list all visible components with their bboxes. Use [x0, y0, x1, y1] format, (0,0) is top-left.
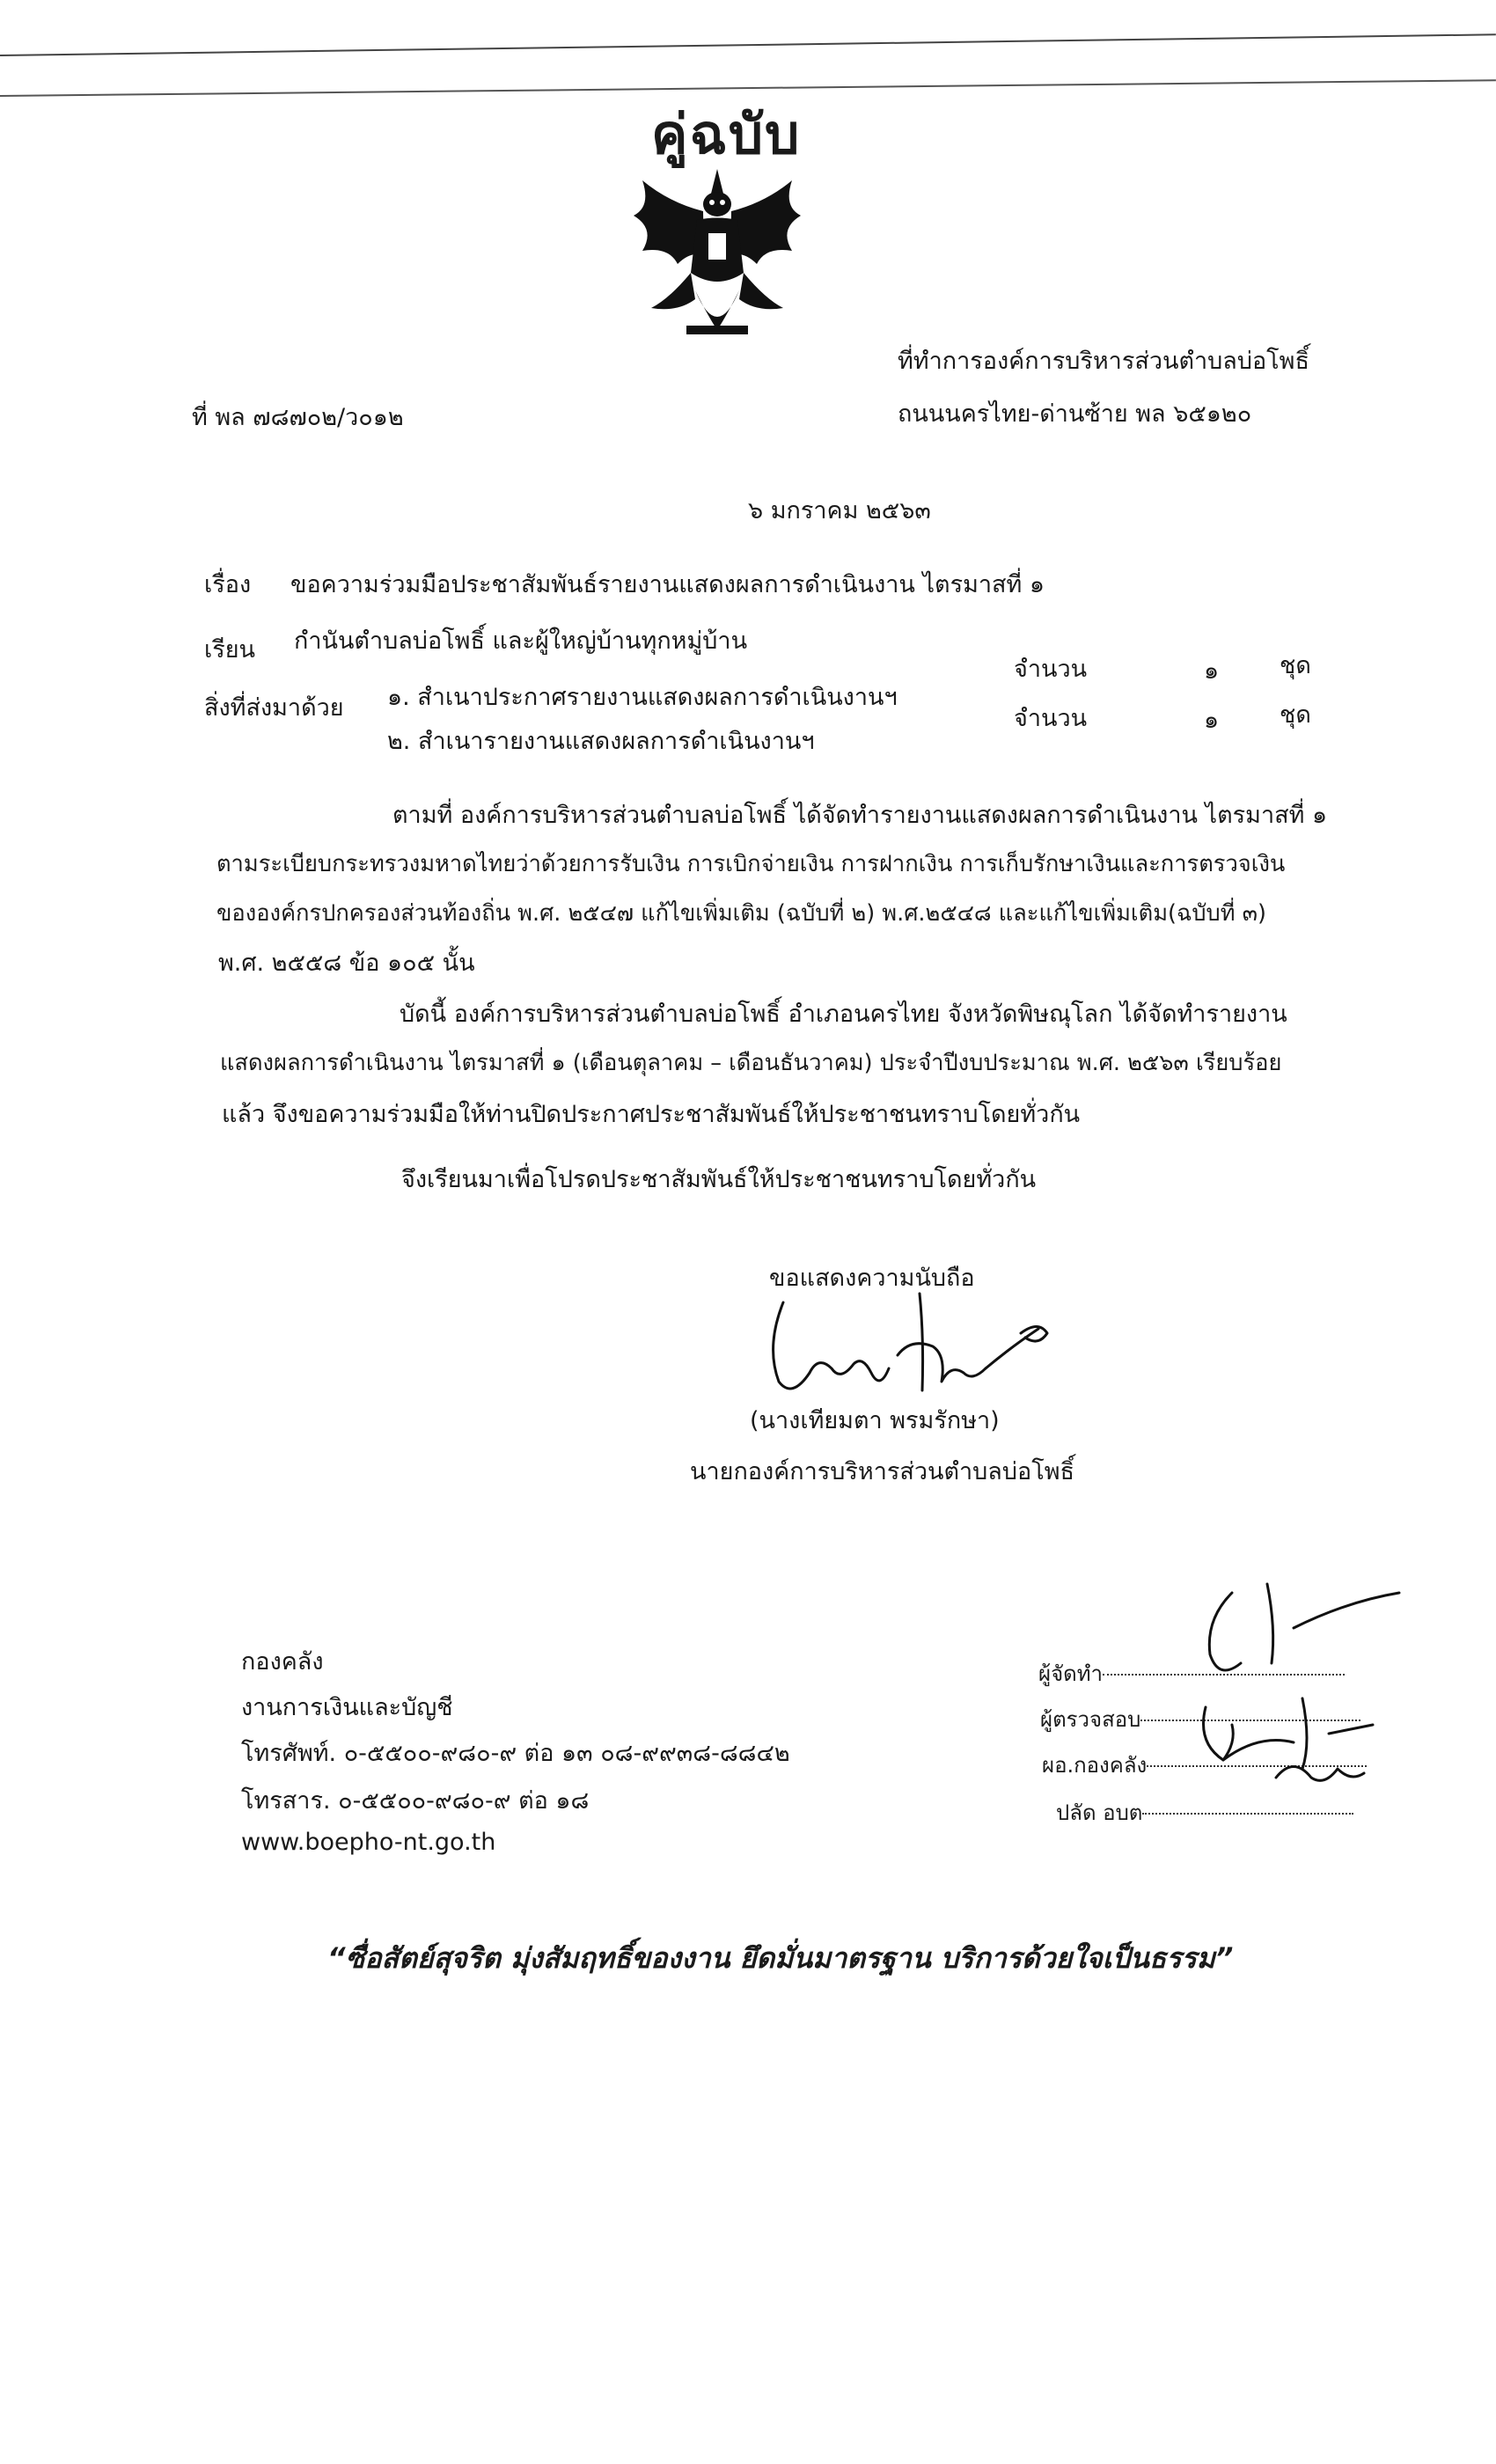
copy-stamp: คู่ฉบับ	[651, 102, 802, 166]
enclosure-qty: ๑	[1204, 707, 1220, 734]
contact-fax: โทรสาร. ๐-๕๕๐๐-๙๘๐-๙ ต่อ ๑๘	[241, 1787, 590, 1815]
garuda-emblem	[616, 167, 818, 352]
enclosure-qty-label: จำนวน	[1014, 656, 1088, 683]
enclosure-item: ๑. สำเนาประกาศรายงานแสดงผลการดำเนินงานฯ	[387, 684, 898, 711]
subject-label: เรื่อง	[204, 571, 252, 598]
body-paragraph-2-line: บัดนี้ องค์การบริหารส่วนตำบลบ่อโพธิ์ อำเภอนครไทย จังหวัดพิษณุโลก ได้จัดทำรายงาน	[400, 1001, 1287, 1028]
closing-phrase: ขอแสดงความนับถือ	[769, 1265, 975, 1292]
dotted-line	[1142, 1813, 1353, 1815]
mayor-signature	[757, 1285, 1074, 1408]
approval-row	[1056, 1795, 1353, 1830]
document-number: ที่ พล ๗๘๗๐๒/ว๐๑๒	[192, 404, 404, 431]
enclosures-label: สิ่งที่ส่งมาด้วย	[204, 694, 344, 722]
recipient-label: เรียน	[204, 636, 256, 664]
contact-department: กองคลัง	[241, 1648, 324, 1676]
body-paragraph-1-line: พ.ศ. ๒๕๕๘ ข้อ ๑๐๕ นั้น	[218, 950, 475, 977]
body-paragraph-3: จึงเรียนมาเพื่อโปรดประชาสัมพันธ์ให้ประชาชนทราบโดยทั่วกัน	[401, 1166, 1037, 1193]
enclosure-unit: ชุด	[1280, 652, 1311, 679]
signer-title: นายกองค์การบริหารส่วนตำบลบ่อโพธิ์	[690, 1458, 1074, 1485]
body-paragraph-2-line: แสดงผลการดำเนินงาน ไตรมาสที่ ๑ (เดือนตุลาคม – เดือนธันวาคม) ประจำปีงบประมาณ พ.ศ. ๒๕๖๓ เรียบร้อย	[220, 1050, 1282, 1076]
body-paragraph-1-line: ขององค์กรปกครองส่วนท้องถิ่น พ.ศ. ๒๕๔๗ แก้ไขเพิ่มเติม (ฉบับที่ ๒) พ.ศ.๒๕๔๘ และแก้ไขเพิ่มเติม(ฉบับที่ ๓)	[216, 900, 1266, 927]
recipient-text: กำนันตำบลบ่อโพธิ์ และผู้ใหญ่บ้านทุกหมู่บ้าน	[294, 627, 748, 655]
organization-motto: “ซื่อสัตย์สุจริต มุ่งสัมฤทธิ์ของงาน ยึดมั่นมาตรฐาน บริการด้วยใจเป็นธรรม”	[327, 1941, 1234, 1975]
approval-label: ผอ.กองคลัง	[1042, 1753, 1148, 1778]
letter-date: ๖ มกราคม ๒๕๖๓	[748, 497, 931, 524]
office-address-line1: ที่ทำการองค์การบริหารส่วนตำบลบ่อโพธิ์	[898, 348, 1309, 375]
approval-label: ผู้จัดทำ	[1038, 1661, 1104, 1686]
approval-initials	[1170, 1566, 1417, 1795]
contact-phone: โทรศัพท์. ๐-๕๕๐๐-๙๘๐-๙ ต่อ ๑๓ ๐๘-๙๙๓๘-๘๘๔๒	[241, 1740, 790, 1767]
enclosure-qty: ๑	[1204, 657, 1220, 685]
office-address-line2: ถนนนครไทย-ด่านซ้าย พล ๖๕๑๒๐	[898, 400, 1252, 428]
subject-text: ขอความร่วมมือประชาสัมพันธ์รายงานแสดงผลการดำเนินงาน ไตรมาสที่ ๑	[290, 571, 1045, 598]
enclosure-unit: ชุด	[1280, 701, 1311, 729]
enclosure-item: ๒. สำเนารายงานแสดงผลการดำเนินงานฯ	[387, 728, 815, 755]
approval-label: ผู้ตรวจสอบ	[1040, 1707, 1141, 1732]
body-paragraph-1-line: ตามระเบียบกระทรวงมหาดไทยว่าด้วยการรับเงิน การเบิกจ่ายเงิน การฝากเงิน การเก็บรักษาเงินและการตรวจเงิน	[216, 851, 1286, 877]
body-paragraph-1-line: ตามที่ องค์การบริหารส่วนตำบลบ่อโพธิ์ ได้จัดทำรายงานแสดงผลการดำเนินงาน ไตรมาสที่ ๑	[392, 802, 1328, 829]
contact-website: www.boepho-nt.go.th	[241, 1829, 496, 1856]
body-paragraph-2-line: แล้ว จึงขอความร่วมมือให้ท่านปิดประกาศประชาสัมพันธ์ให้ประชาชนทราบโดยทั่วกัน	[222, 1101, 1081, 1128]
contact-section: งานการเงินและบัญชี	[241, 1694, 453, 1721]
scan-edge-line	[0, 33, 1496, 56]
enclosure-qty-label: จำนวน	[1014, 705, 1088, 732]
approval-label: ปลัด อบต	[1056, 1800, 1143, 1825]
signer-name: (นางเทียมตา พรมรักษา)	[750, 1407, 1000, 1434]
